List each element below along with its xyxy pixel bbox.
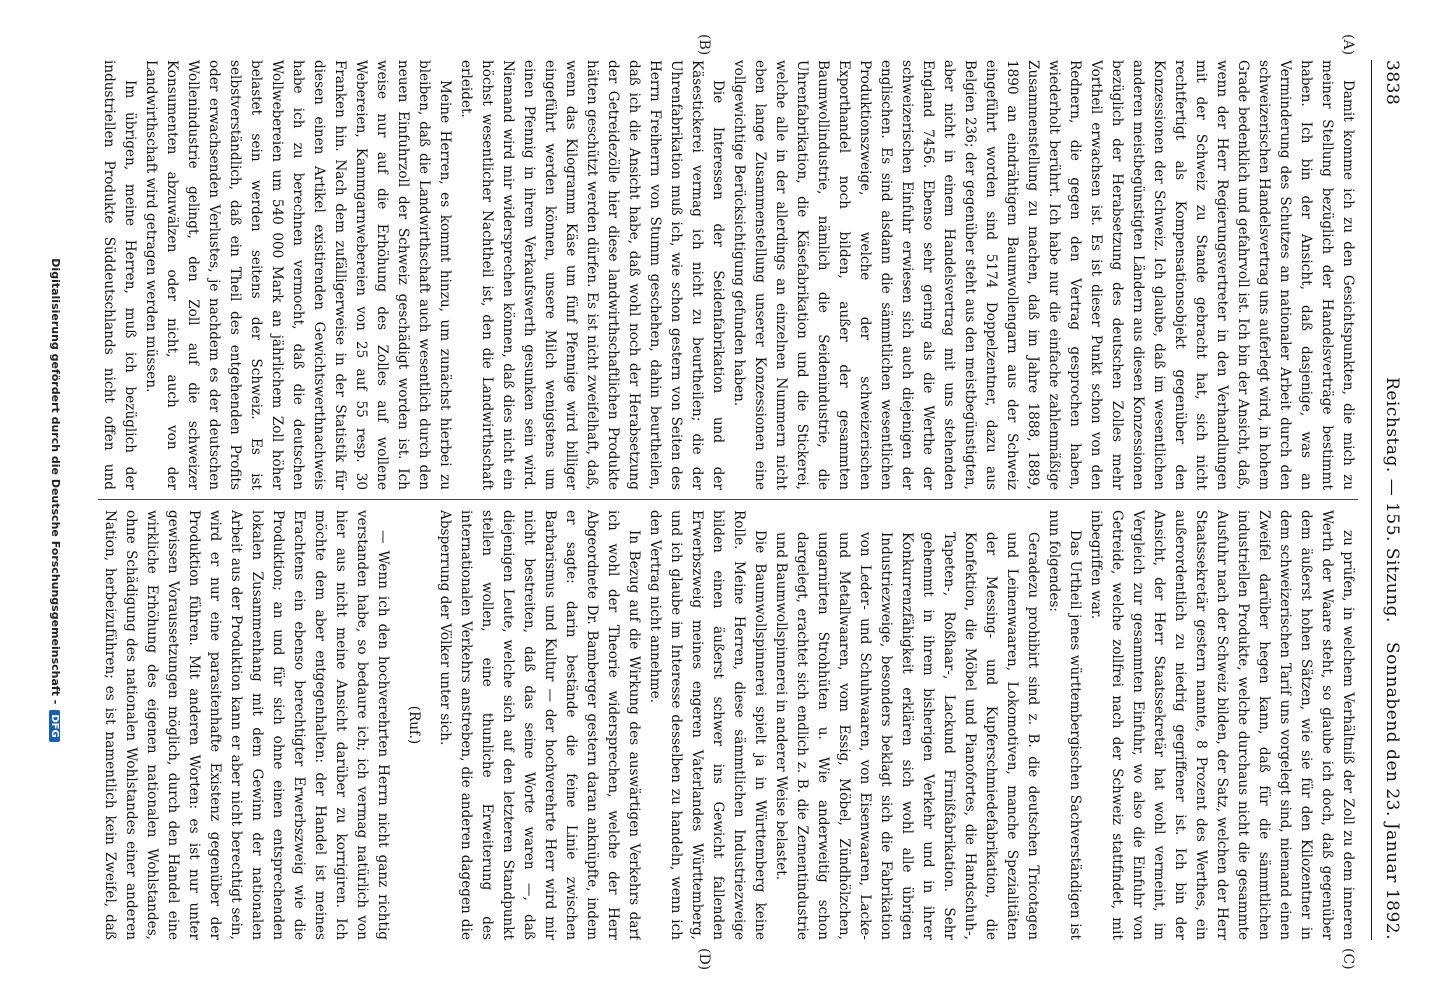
digitization-credit bbox=[49, 0, 62, 1000]
right-paragraph: — Wenn ich den hochverehrten Herrn nicht ganz richtig verstanden habe, so bedaure ich; ich vermag natürlich von hier aus nicht meine Ansicht darüber zu korrigiren. Ich möchte dem aber entgegenhalten: der Handel ist meines Erachtens ein ebenso berechtigter Erwerbszweig wie die Produktion; an und für sich ohne einen entsprechenden lokalen Zusammenhang mit dem Gewinn der nationalen Arbeit aus der Produktion kann er aber nicht berechtigt sein, wird er nur eine parasitenhafte Existenz gegenüber der Produktion führen. Mit anderen Worten: es ist nur unter gewissen Voraussetzungen möglich, durch den Handel eine wirkliche Erhöhung des eigenen nationalen Wohlstandes, ohne Schädigung des nationalen Wohlstandes einer anderen Nation, herbeizuführen; es ist namentlich kein Zweifel, daß bbox=[102, 510, 391, 940]
right-paragraph: Das Urtheil jenes württembergischen Sachverständigen ist nun folgendes: bbox=[1046, 510, 1083, 940]
credit-text: Digitalisierung gefördert durch die Deutsche Forschungsgemeinschaft - bbox=[49, 258, 62, 705]
left-paragraph: Die Interessen der Seidenfabrikation und der Käsestickerei vermag ich nicht zu beurtheilen; die der Uhrenfabrikation muß ich, wie schon gestern von Seiten des Herrn Freiherrn von Stumm geschehen, dahin beurtheilen, daß ich die Ansicht habe, daß wohl noch der Herabsetzung der Getreidezölle hier diese landwirthschaftlichen Produkte hätten geschützt werden dürfen. Es ist nicht zweifelhaft, daß, wenn das Kilogramm Käse um fünf Pfennige wird billiger eingeführt werden können, unsere Milch wenigstens um einen Pfennig in ihrem Verkaufswerth gesunken sein wird. Niemand wird mir widersprechen können, daß dies nicht ein höchst wesentlicher Nachtheil ist, den die Landwirthschaft erleidet. bbox=[458, 60, 726, 490]
right-column bbox=[98, 510, 1358, 940]
header-date: Sonnabend den 23. Januar 1892. bbox=[1382, 641, 1402, 940]
margin-marker-c: (C) bbox=[1340, 948, 1356, 970]
page-number: 3838 bbox=[1382, 60, 1402, 106]
margin-marker-b: (B) bbox=[696, 34, 712, 56]
left-column bbox=[98, 60, 1358, 490]
quoted-paragraph: Geradezu prohibirt sind z. B. die deutschen Tricotagen und Leinenwaaren, Lokomotiven, manche Spezialitäten der Messing- und Kupferschmiedefabrikation, die Konfektion, die Möbel und Pianofortes, die Handschuh-, Tapeten-, Roßhaar-, Lackund Firnißfabrikation. Sehr gehemmt in ihrem bisherigen Verkehr und in ihrer Konkurrenzfähigkeit erklären sich wohl alle übrigen Industriezweige, besonders beklagt sich die Fabrikation von Leder- und Schuhwaaren, von Eisenwaaren, Lacke- und Metallwaaren, vom Essig, Möbel, Zündhölzchen, ungarnirten Strohhüten u. Wie anderweitig schon dargelegt, erachtet sich endlich z. B. die Zementindustrie und Baumwollspinnerei in anderer Weise belastet. bbox=[773, 532, 1041, 940]
left-paragraph: Meine Herren, es kommt hinzu, um zunächst hierbei zu bleiben, daß die Landwirthschaft auch wesentlich durch den neuen Einfuhrzoll der Schweiz geschädigt worden ist. Ich weise nur auf die Erhöhung des Zolles auf wollene Webereien, Kammgarnwebereien von 25 auf 55 resp. 30 Franken hin. Nach dem zufälligerweise in der Statistik für diesen einen Artikel existirenden Gewichtswerthnachweis habe ich zu berechnen vermocht, daß die deutschen Wollwebereien um 540 000 Mark an jährlichem Zoll höher belastet sein werden seitens der Schweiz. Es ist selbstverständlich, daß ein Theil des entgehenden Profits oder erwachsenden Verlustes, je nachdem es der deutschen Wollenindustrie gelingt, den Zoll auf die schweizer Konsumenten abzuwälzen oder nicht, auch von der Landwirthschaft wird getragen werden müssen. bbox=[143, 60, 453, 490]
interjection: (Ruf.) bbox=[406, 705, 422, 745]
left-paragraph: Damit komme ich zu den Gesichtspunkten, die mich zu meiner Stellung bezüglich der Handelsverträge bestimmt haben. Ich bin der Ansicht, daß dasjenige, was an Verminderung des Schutzes an nationaler Arbeit durch den schweizerischen Handelsvertrag uns auferlegt wird, in hohem Grade bedenklich und gefahrvoll ist. Ich bin der Ansicht, daß, wenn der Herr Regierungsvertreter in den Verhandlungen mit der Schweiz zu Stande gebracht hat, sich nicht rechtfertigt als Kompensationsobjekt gegenüber den Konzessionen der Schweiz. Ich glaube, daß im wesentlichen anderen meistbegünstigten Ländern aus diesen Konzessionen bezüglich der Herabsetzung des deutschen Zolles mehr Vortheil erwachsen ist. Es ist dieser Punkt schon von den Rednern, die gegen den Vertrag gesprochen haben, wiederholt berührt. Ich habe nur die einfache zahlenmäßige Zusammenstellung zu machen, daß im Jahre 1888, 1889, 1890 an eindrähtigem Baumwollengarn aus der Schweiz eingeführt worden sind 5174 Doppelzentner, dazu aus Belgien 236; der gegenüber steht aus den meistbegünstigten, aber nicht in einem Handelsvertrag mit uns stehenden England 7456. Ebenso sehr gering als die Werthe der schweizerischen Einfuhr erwiesen sich auch diejenigen der englischen. Es sind alsdann die sämmtlichen wesentlichen Produktionszweige, welche der schweizerischen Exporthandel noch bilden, außer der gesammten Baumwollindustrie, nämlich die Seidenindustrie, die Uhrenfabrikation, die Käsefabrikation und die Stickerei, welche alle in der allerdings an einzelnen Nummern nicht eben lange Zusammenstellung unserer Konzessionen eine vollgewichtige Berücksichtigung gefunden haben. bbox=[731, 60, 1356, 490]
dfg-badge: DFG bbox=[49, 710, 60, 741]
margin-marker-d: (D) bbox=[696, 948, 712, 971]
right-paragraph: In Bezug auf die Wirkung des auswärtigen Verkehrs darf ich wohl der Theorie widersprechen, welche der Herr Abgeordnete Dr. Bamberger gestern daran anknüpfte, indem er sagte: darin bestände die feine Linie zwischen Barbarismus und Kultur — der hochverehrte Herr wird mir nicht bestreiten, daß das seine Worte waren —, daß diejenigen Leute, welche sich auf den letzteren Standpunkt stellen wollen, eine thunliche Erweiterung des internationalen Verkehrs anstreben, die anderen dagegen die Absperrung der Völker unter sich. bbox=[437, 510, 642, 940]
header-rule bbox=[1371, 60, 1372, 940]
right-paragraph: Die Baumwollspinnerei spielt ja in Württemberg keine Rolle. Meine Herren, diese sämmtlichen Industriezweige bilden einen äußerst schwer ins Gewicht fallenden Erwerbszweig meines engeren Vaterlandes Württemberg, und ich glaube im Interesse desselben zu handeln, wenn ich den Vertrag nicht annehme. bbox=[647, 510, 768, 940]
margin-marker-a: (A) bbox=[1340, 34, 1356, 56]
header-title: Reichstag. — 155. Sitzung. bbox=[1382, 377, 1402, 623]
right-paragraph: zu prüfen, in welchem Verhältniß der Zoll zu dem inneren Werth der Waare steht, so glaube ich doch, daß gegenüber dem äußerst hohen Sätzen, wie sie für den Kilozentner in dem schweizerischen Tarif uns vorgelegt sind, niemand einen Zweifel darüber hegen kann, daß für die sämmtlichen industriellen Produkte, welche durchaus nicht die gesammte Ausfuhr nach der Schweiz bilden, der Satz, welchen der Herr Staatssekretär gestern nannte, 8 Prozent des Werthes, ein außerordentlich zu niedrig gegriffener ist. Ich bin der Ansicht, der Herr Staatssekretär hat wohl vermeint, im Vergleich zur gesammten Einfuhr, wo also die Einfuhr von Getreide, welche zollfrei nach der Schweiz stattfindet, mit inbegriffen war. bbox=[1088, 510, 1356, 940]
running-head bbox=[1374, 60, 1402, 940]
left-paragraph: Im übrigen, meine Herren, muß ich bezüglich der industriellen Produkte Süddeutschlands nicht offen und bbox=[101, 60, 138, 490]
column-divider bbox=[98, 499, 1358, 500]
